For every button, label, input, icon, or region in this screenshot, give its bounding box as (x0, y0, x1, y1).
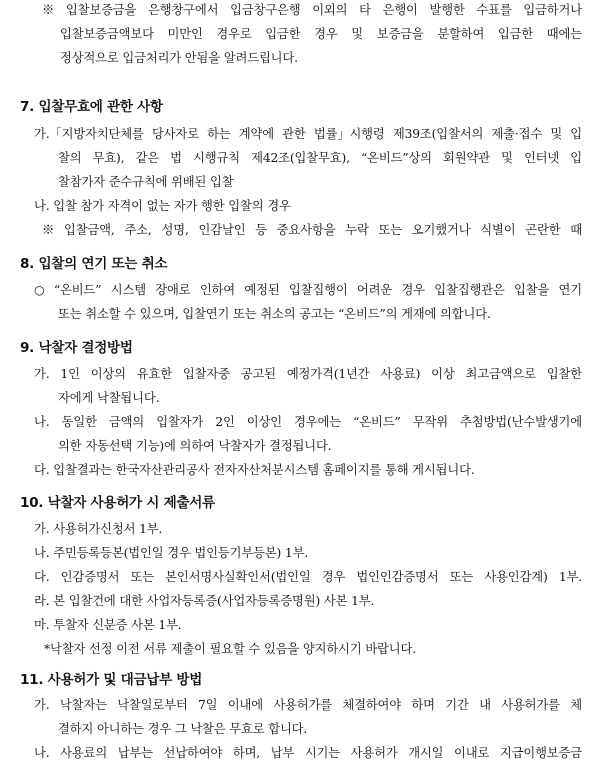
section-line: 의한 자동선택 기능)에 의하여 낙찰자가 결정됩니다. (58, 439, 332, 453)
section-line: 결하지 아니하는 경우 그 낙찰은 무효로 합니다. (58, 722, 308, 736)
section-line: 나. 동일한 금액의 입찰자가 2인 이상인 경우에는 “온비드” 무작위 추첨방법(난수발생기에 (34, 415, 582, 429)
section-line: 가.「지방자치단체를 당사자로 하는 계약에 관한 법률」시행령 제39조(입찰서의 제출·접수 및 입 (34, 127, 582, 141)
intro-note-line: 입찰보증금액보다 미만인 경우로 입금한 경우 및 보증금을 분할하여 입금한 때에는 (60, 27, 582, 41)
section-heading: 8. 입찰의 연기 또는 취소 (20, 256, 168, 272)
section-line: 또는 취소할 수 있으며, 입찰연기 또는 취소의 공고는 “온비드”의 게재에 의합니다. (58, 307, 491, 321)
section-line: 찰의 무효), 같은 법 시행규칙 제42조(입찰무효), “온비드”상의 회원약관 및 인터넷 입 (58, 151, 582, 165)
section-line: 나. 입찰 참가 자격이 없는 자가 행한 입찰의 경우 (34, 199, 291, 213)
section-heading: 10. 낙찰자 사용허가 시 제출서류 (20, 495, 215, 511)
intro-note-line: ※ 입찰보증금을 은행창구에서 입금창구은행 이외의 타 은행이 발행한 수표를 입금하거나 (42, 3, 582, 17)
section-line: 가. 사용허가신청서 1부. (34, 522, 163, 536)
section-heading: 11. 사용허가 및 대금납부 방법 (20, 672, 203, 688)
section-line: 마. 투찰자 신분증 사본 1부. (34, 618, 182, 632)
section-line: 가. 낙찰자는 낙찰일로부터 7일 이내에 사용허가를 체결하여야 하며 기간 내 사용허가를 체 (34, 698, 582, 712)
section-line: 나. 주민등록등본(법인일 경우 법인등기부등본) 1부. (34, 546, 309, 560)
section-line: 다. 입찰결과는 한국자산관리공사 전자자산처분시스템 홈페이지를 통해 게시됩니다. (34, 463, 475, 477)
section-line: ○ “온비드” 시스템 장애로 인하여 예정된 입찰집행이 어려운 경우 입찰집행관은 입찰을 연기 (34, 283, 582, 297)
intro-note-line: 정상적으로 입금처리가 안됨을 알려드립니다. (60, 51, 298, 65)
section-line: 찰참가자 준수규칙에 위배된 입찰 (58, 175, 234, 189)
section-heading: 9. 낙찰자 결정방법 (20, 340, 133, 356)
section-line: 다. 인감증명서 또는 본인서명사실확인서(법인일 경우 법인인감증명서 또는 사용인감계) 1부. (34, 570, 582, 584)
section-heading: 7. 입찰무효에 관한 사항 (20, 99, 163, 115)
section-line: 가. 1인 이상의 유효한 입찰자중 공고된 예정가격(1년간 사용료) 이상 최고금액으로 입찰한 (34, 367, 582, 381)
section-line: *낙찰자 선정 이전 서류 제출이 필요할 수 있음을 양지하시기 바랍니다. (44, 642, 416, 656)
section-line: ※ 입찰금액, 주소, 성명, 인감날인 등 중요사항을 누락 또는 오기했거나 식별이 곤란한 때 (42, 223, 582, 237)
section-line: 라. 본 입찰건에 대한 사업자등록증(사업자등록증명원) 사본 1부. (34, 594, 375, 608)
section-line: 나. 사용료의 납부는 선납하여야 하며, 납부 시기는 사용허가 개시일 이내로 지급이행보증금 (34, 746, 582, 760)
section-line: 자에게 낙찰됩니다. (58, 391, 160, 405)
